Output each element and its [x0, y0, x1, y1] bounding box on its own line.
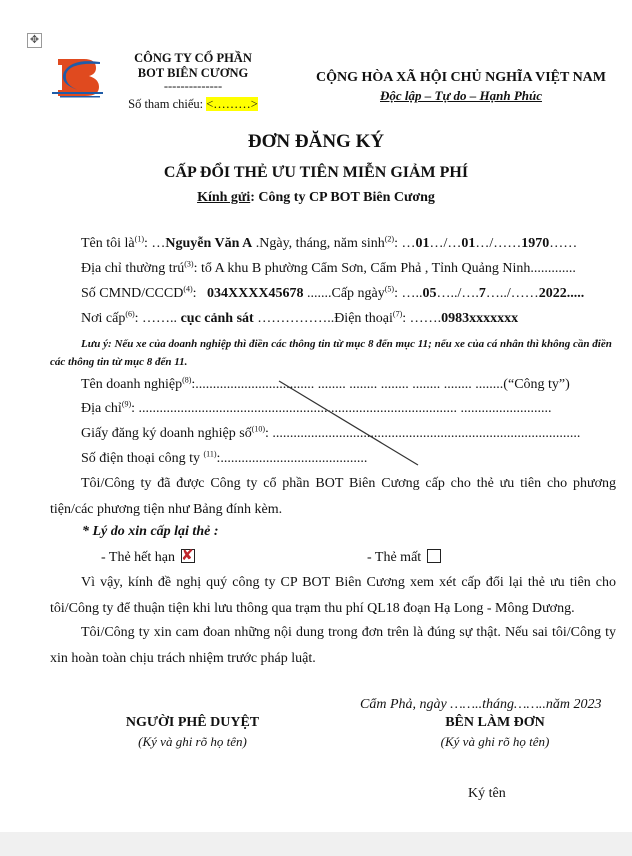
applicant-block	[395, 715, 595, 750]
dob-day[interactable]: 01	[415, 236, 430, 251]
business-phone-label: Số điện thoại công ty	[81, 451, 204, 466]
issue-year[interactable]: 2022.....	[538, 286, 585, 301]
form-title: ĐƠN ĐĂNG KÝ	[247, 131, 385, 152]
id-sup: (4)	[183, 284, 193, 294]
phone-value[interactable]: 0983xxxxxxx	[441, 311, 519, 326]
company-separator: --------------	[163, 79, 223, 93]
approver-block	[100, 715, 285, 750]
reason-expired-checkbox[interactable]	[181, 546, 195, 564]
reason-lost	[367, 549, 441, 566]
dob-filler: …/…	[429, 236, 462, 251]
issued-paragraph: Tôi/Công ty đã được Công ty cổ phần BOT Biên Cương cấp cho thẻ ưu tiên cho phương tiện/các phương tiện như Bảng đính kèm.	[50, 476, 616, 517]
commitment-paragraph: Tôi/Công ty xin cam đoan những nội dung trong đơn trên là đúng sự thật. Nếu sai tôi/Công ty xin hoàn toàn chịu trách nhiệm trước pháp luật.	[50, 625, 616, 666]
name-sup: (1)	[134, 234, 144, 244]
place-filler: : ……..	[134, 311, 178, 326]
x-mark-icon: ✘	[181, 546, 194, 564]
dob-filler: : …	[394, 236, 416, 251]
business-reg-label: Giấy đăng ký doanh nghiệp số	[81, 426, 252, 441]
business-address-value[interactable]: : ........................................................................................... ..........................	[131, 401, 552, 416]
approver-subtitle: (Ký và ghi rõ họ tên)	[138, 734, 247, 749]
phone-sup: (7)	[392, 309, 403, 319]
dob-sup: (2)	[384, 234, 395, 244]
business-name-sup: (8)	[182, 375, 192, 385]
dob-month[interactable]: 01	[461, 236, 476, 251]
addressee-value: : Công ty CP BOT Biên Cương	[250, 190, 435, 205]
issue-day[interactable]: 05	[422, 286, 437, 301]
id-spacer: :	[192, 286, 208, 301]
nation-title: CỘNG HÒA XÃ HỘI CHỦ NGHĨA VIỆT NAM	[315, 70, 606, 85]
reason-lost-label: - Thẻ mất	[367, 550, 422, 565]
id-label: Số CMND/CCCD	[81, 286, 184, 301]
place-date: Cẩm Phả, ngày ……..tháng……..năm 2023	[360, 697, 602, 712]
dob-label: .Ngày, tháng, năm sinh	[252, 236, 385, 251]
page-gap	[0, 832, 632, 856]
id-value[interactable]: 034XXXX45678	[207, 286, 304, 301]
business-note: Lưu ý: Nếu xe của doanh nghiệp thì điền các thông tin từ mục 8 đến mục 11; nếu xe của cá nhân thì không cần điền các thông tin từ mục 8 đến 11.	[50, 338, 612, 368]
reason-lost-checkbox[interactable]	[427, 549, 441, 563]
signature-field[interactable]: Ký tên	[468, 786, 506, 801]
business-name-value[interactable]: :.................................. ........ ........ ........ ........ ........ ........(“Công ty”)	[191, 377, 570, 392]
approver-title: NGƯỜI PHÊ DUYỆT	[125, 715, 260, 730]
name-label: Tên tôi là	[81, 236, 135, 251]
national-motto: Độc lập – Tự do – Hạnh Phúc	[380, 88, 542, 103]
place-sup: (6)	[125, 309, 135, 319]
name-filler: : …	[143, 236, 166, 251]
place-value[interactable]: cục cảnh sát	[177, 311, 258, 326]
company-line1: CÔNG TY CỔ PHẦN	[134, 51, 252, 65]
business-name-label: Tên doanh nghiệp	[81, 377, 183, 392]
place-label: Nơi cấp	[81, 311, 126, 326]
business-reg-value[interactable]: : ........................................................................................	[265, 426, 581, 441]
table-move-handle-icon[interactable]: ✥	[27, 33, 42, 48]
issue-filler: …../……	[485, 286, 539, 301]
dob-year[interactable]: 1970	[521, 236, 550, 251]
issue-filler: : …..	[394, 286, 423, 301]
issue-sup: (5)	[384, 284, 395, 294]
name-value[interactable]: Nguyễn Văn A	[165, 236, 253, 251]
business-reg-sup: (10)	[251, 424, 266, 434]
reason-title: * Lý do xin cấp lại thẻ :	[82, 524, 219, 539]
business-address-label: Địa chỉ	[81, 401, 122, 416]
phone-label: ……………..Điện thoại	[257, 311, 393, 326]
business-phone-sup: (11)	[203, 449, 217, 459]
address-label: Địa chỉ thường trú	[81, 261, 185, 276]
ref-value[interactable]: <………>	[206, 97, 258, 111]
address-sup: (3)	[184, 259, 194, 269]
ref-label: Số tham chiếu:	[128, 97, 207, 111]
request-paragraph: Vì vậy, kính đề nghị quý công ty CP BOT Biên Cương xem xét cấp đổi lại thẻ ưu tiên cho tôi/Công ty để thuận tiện khi lưu thông qua trạm thu phí QL18 đoạn Hạ Long - Mông Dương.	[50, 575, 616, 616]
dob-filler: ……	[549, 236, 578, 251]
addressee-label: Kính gửi	[197, 190, 251, 205]
business-phone-value[interactable]: :..........................................	[216, 451, 368, 466]
applicant-title: BÊN LÀM ĐƠN	[445, 715, 545, 730]
reason-expired	[101, 546, 195, 566]
issue-label: .......Cấp ngày	[303, 286, 385, 301]
phone-filler: : …….	[402, 311, 442, 326]
address-value[interactable]: : tổ A khu B phường Cẩm Sơn, Cẩm Phả , Tỉnh Quảng Ninh.............	[193, 261, 576, 276]
reason-expired-label: - Thẻ hết hạn	[101, 550, 175, 565]
business-address-sup: (9)	[121, 399, 132, 409]
issue-month[interactable]: 7	[478, 286, 486, 301]
company-line2: BOT BIÊN CƯƠNG	[137, 66, 249, 80]
form-subtitle: CẤP ĐỔI THẺ ƯU TIÊN MIỄN GIẢM PHÍ	[163, 164, 469, 181]
applicant-subtitle: (Ký và ghi rõ họ tên)	[440, 734, 550, 749]
dob-filler: …/……	[475, 236, 522, 251]
issue-filler: …../….	[436, 286, 479, 301]
